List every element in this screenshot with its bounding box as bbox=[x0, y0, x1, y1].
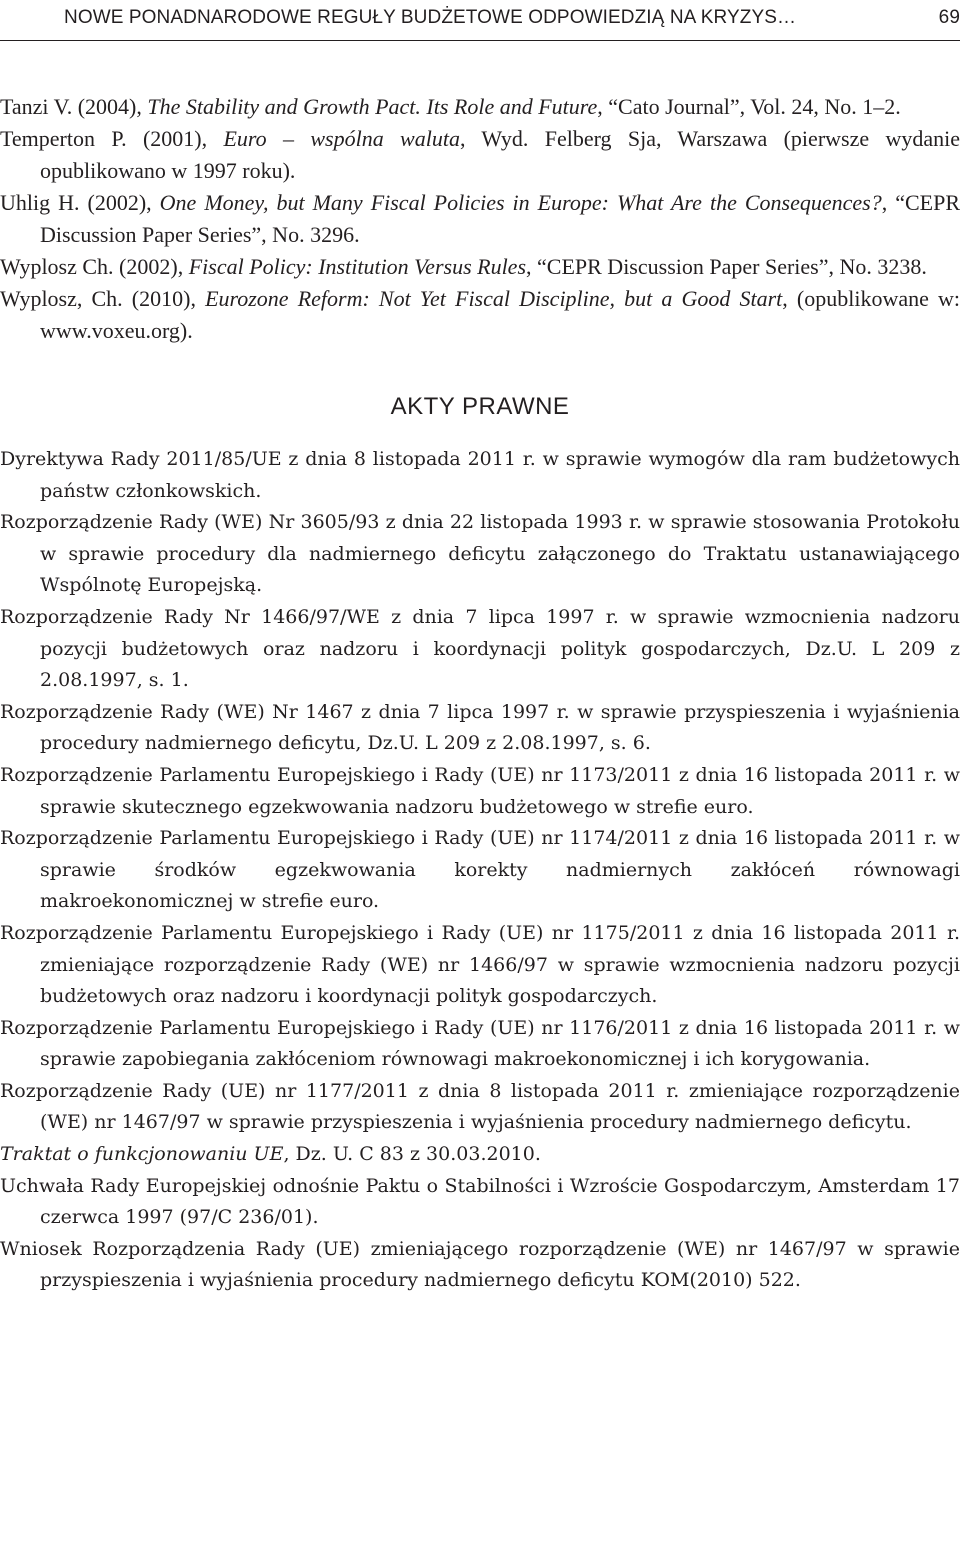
reference-entry bbox=[0, 187, 960, 251]
reference-segment: One Money, but Many Fiscal Policies in Europe: What Are the Consequences? bbox=[159, 190, 882, 215]
legal-act-entry bbox=[0, 444, 960, 507]
section-heading: AKTY PRAWNE bbox=[390, 393, 570, 420]
legal-act-entry bbox=[0, 760, 960, 823]
legal-act-entry bbox=[0, 697, 960, 760]
reference-segment: Eurozone Reform: Not Yet Fiscal Discipline, but a Good Start bbox=[205, 286, 783, 311]
legal-act-segment: Rozporządzenie Rady Nr 1466/97/WE z dnia 7 lipca 1997 r. w sprawie wzmocnienia nadzoru pozycji budżetowych oraz nadzoru i koordynacji polityk gospodarczych, Dz.U. L 209 z 2.08.1997, s. 1. bbox=[0, 605, 960, 692]
legal-act-segment: Rozporządzenie Rady (WE) Nr 1467 z dnia 7 lipca 1997 r. w sprawie przyspieszenia i wyjaśnienia procedury nadmiernego deficytu, Dz.U. L 209 z 2.08.1997, s. 6. bbox=[0, 700, 960, 755]
legal-act-entry bbox=[0, 918, 960, 1013]
legal-act-segment: Rozporządzenie Parlamentu Europejskiego i Rady (UE) nr 1173/2011 z dnia 16 listopada 2011 r. w sprawie skutecznego egzekwowania nadzoru budżetowego w strefie euro. bbox=[0, 763, 960, 818]
reference-segment: Euro – wspólna waluta bbox=[223, 126, 460, 151]
page-body bbox=[0, 91, 960, 1297]
reference-entry bbox=[0, 91, 960, 123]
legal-act-entry bbox=[0, 507, 960, 602]
running-title: NOWE PONADNARODOWE REGUŁY BUDŻETOWE ODPOWIEDZIĄ NA KRYZYS… bbox=[64, 7, 797, 28]
reference-segment: The Stability and Growth Pact. Its Role and Future bbox=[147, 94, 598, 119]
reference-entry bbox=[0, 251, 960, 283]
reference-segment: Uhlig H. (2002), bbox=[0, 190, 160, 215]
legal-act-segment: Rozporządzenie Parlamentu Europejskiego i Rady (UE) nr 1175/2011 z dnia 16 listopada 2011 r. zmieniające rozporządzenie Rady (WE) nr 1466/97 w sprawie wzmocnienia nadzoru pozycji budżetowych oraz nadzoru i koordynacji polityk gospodarczych. bbox=[0, 921, 960, 1008]
reference-list bbox=[0, 91, 960, 347]
legal-act-entry bbox=[0, 823, 960, 918]
legal-acts-list bbox=[0, 444, 960, 1297]
legal-act-segment: Uchwała Rady Europejskiej odnośnie Paktu o Stabilności i Wzroście Gospodarczym, Amsterdam 17 czerwca 1997 (97/C 236/01). bbox=[0, 1174, 960, 1229]
legal-act-segment: Wniosek Rozporządzenia Rady (UE) zmieniającego rozporządzenie (WE) nr 1467/97 w sprawie przyspieszenia i wyjaśnienia procedury nadmiernego deficytu KOM(2010) 522. bbox=[0, 1237, 960, 1292]
legal-act-segment: Dyrektywa Rady 2011/85/UE z dnia 8 listopada 2011 r. w sprawie wymogów dla ram budżetowych państw członkowskich. bbox=[0, 448, 960, 502]
reference-segment: Fiscal Policy: Institution Versus Rules bbox=[188, 254, 527, 279]
legal-act-entry bbox=[0, 1076, 960, 1139]
reference-segment: Tanzi V. (2004), bbox=[0, 94, 148, 119]
reference-segment: , “CEPR Discussion Paper Series”, No. 3296. bbox=[40, 190, 960, 247]
reference-segment: Wyplosz Ch. (2002), bbox=[0, 254, 189, 279]
legal-act-entry bbox=[0, 1139, 960, 1171]
legal-act-entry bbox=[0, 602, 960, 697]
reference-entry bbox=[0, 283, 960, 347]
reference-segment: Temperton P. (2001), bbox=[0, 126, 224, 151]
legal-act-segment: , Dz. U. C 83 z 30.03.2010. bbox=[283, 1143, 541, 1166]
legal-act-segment: Rozporządzenie Rady (WE) Nr 3605/93 z dnia 22 listopada 1993 r. w sprawie stosowania Protokołu w sprawie procedury dla nadmiernego deficytu załączonego do Traktatu ustanawiającego Wspólnotę Europejską. bbox=[0, 511, 960, 597]
legal-act-entry bbox=[0, 1234, 960, 1297]
reference-segment: , Wyd. Felberg Sja, Warszawa (pierwsze wydanie opublikowano w 1997 roku). bbox=[40, 126, 960, 183]
reference-entry bbox=[0, 123, 960, 187]
reference-segment: , “CEPR Discussion Paper Series”, No. 3238. bbox=[526, 254, 927, 279]
legal-act-segment: Rozporządzenie Rady (UE) nr 1177/2011 z dnia 8 listopada 2011 r. zmieniające rozporządzenie (WE) nr 1467/97 w sprawie przyspieszenia i wyjaśnienia procedury nadmiernego deficytu. bbox=[0, 1079, 960, 1134]
legal-act-segment: Rozporządzenie Parlamentu Europejskiego i Rady (UE) nr 1174/2011 z dnia 16 listopada 2011 r. w sprawie środków egzekwowania korekty nadmiernych zakłóceń równowagi makroekonomicznej w strefie euro. bbox=[0, 827, 960, 913]
reference-segment: Wyplosz, Ch. (2010), bbox=[0, 286, 206, 311]
legal-act-segment: Traktat o funkcjonowaniu UE bbox=[0, 1143, 284, 1166]
running-header bbox=[0, 0, 960, 41]
legal-act-entry bbox=[0, 1171, 960, 1234]
legal-act-segment: Rozporządzenie Parlamentu Europejskiego i Rady (UE) nr 1176/2011 z dnia 16 listopada 2011 r. w sprawie zapobiegania zakłóceniom równowagi makroekonomicznej i ich korygowania. bbox=[0, 1016, 960, 1071]
legal-act-entry bbox=[0, 1013, 960, 1076]
page-number: 69 bbox=[938, 7, 960, 28]
reference-segment: , “Cato Journal”, Vol. 24, No. 1–2. bbox=[597, 94, 901, 119]
reference-segment: , (opublikowane w: www.voxeu.org). bbox=[40, 286, 960, 343]
